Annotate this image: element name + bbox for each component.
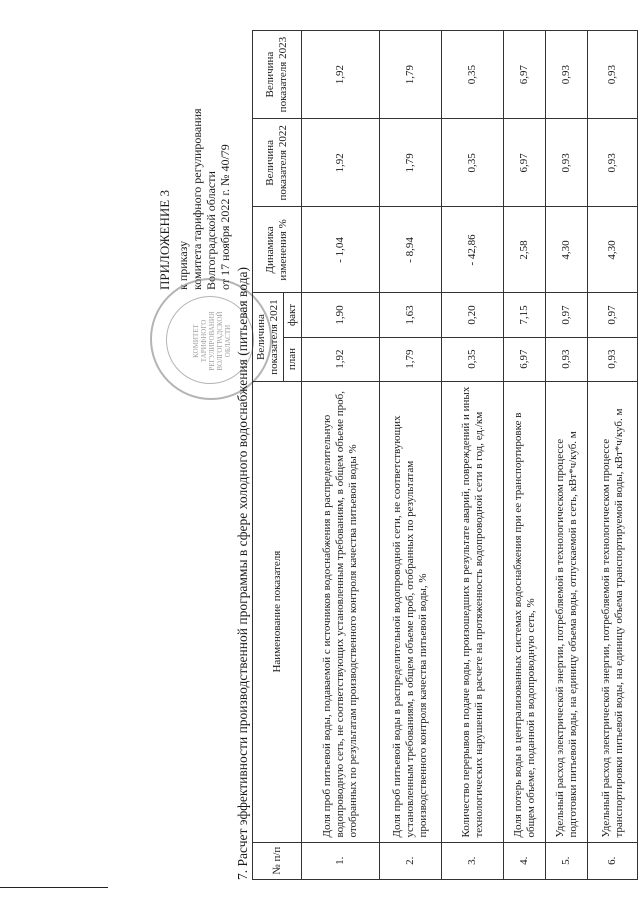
row-2023: 1,92: [302, 31, 380, 119]
row-dynamics: 2,58: [504, 207, 546, 293]
col-num-header: № п/п: [253, 842, 302, 879]
row-fact: 7,15: [504, 293, 546, 337]
table-row: [504, 31, 546, 880]
col-2021-header: Величина показателя 2021: [253, 293, 284, 381]
row-plan: 0,93: [588, 337, 638, 381]
row-fact: 0,20: [442, 293, 504, 337]
table-row: [380, 31, 442, 880]
annex-title: ПРИЛОЖЕНИЕ 3: [157, 190, 172, 290]
row-plan: 0,35: [442, 337, 504, 381]
row-2022: 1,92: [302, 119, 380, 207]
row-dynamics: 4,30: [546, 207, 588, 293]
row-num: 4.: [504, 842, 546, 879]
col-dynamics-header: Динамика изменения %: [253, 207, 302, 293]
row-plan: 0,93: [546, 337, 588, 381]
annex-line-1: к приказу: [176, 240, 190, 290]
row-num: 2.: [380, 842, 442, 879]
table-row: [588, 31, 638, 880]
header-row: [253, 31, 284, 880]
annex-line-3: Волгоградской области: [204, 171, 218, 290]
rotated-content: [150, 20, 625, 880]
row-num: 1.: [302, 842, 380, 879]
col-2023-header: Величина показателя 2023: [253, 31, 302, 119]
row-2022: 0,93: [546, 119, 588, 207]
table-caption: 7. Расчет эффективности производственной программы в сфере холодного водоснабжения (питьевая вода): [235, 266, 250, 880]
row-plan: 1,79: [380, 337, 442, 381]
row-name: Удельный расход электрической энергии, потребляемой в технологическом процессе подготовки питьевой воды, на единицу объема воды, отпускаемой в сеть, кВт*ч/куб. м: [546, 381, 588, 842]
row-name: Количество перерывов в подаче воды, произошедших в результате аварий, повреждений и иных технологических нарушений в расчете на протяженность водопроводной сети в год, ед./км: [442, 381, 504, 842]
row-plan: 1,92: [302, 337, 380, 381]
row-fact: 0,97: [546, 293, 588, 337]
annex-line-4: от 17 ноября 2022 г. № 40/79: [218, 144, 232, 290]
row-plan: 6,97: [504, 337, 546, 381]
col-fact-header: факт: [284, 293, 302, 337]
row-fact: 0,97: [588, 293, 638, 337]
row-name: Доля потерь воды в централизованных системах водоснабжения при ее транспортировке в общем объеме, поданной в водопроводную сеть, %: [504, 381, 546, 842]
row-dynamics: - 42,86: [442, 207, 504, 293]
table-row: [442, 31, 504, 880]
row-2022: 0,93: [588, 119, 638, 207]
col-name-header: Наименование показателя: [253, 381, 302, 842]
col-plan-header: план: [284, 337, 302, 381]
row-2022: 1,79: [380, 119, 442, 207]
table-body: [302, 31, 638, 880]
row-name: Удельный расход электрической энергии, потребляемой в технологическом процессе транспортировки питьевой воды, на единицу объема транспортируемой воды, кВт*ч/куб. м: [588, 381, 638, 842]
table-row: [302, 31, 380, 880]
row-2023: 0,93: [588, 31, 638, 119]
row-2022: 6,97: [504, 119, 546, 207]
row-dynamics: - 1,04: [302, 207, 380, 293]
row-num: 5.: [546, 842, 588, 879]
table-row: [546, 31, 588, 880]
efficiency-table: [252, 30, 638, 880]
row-name: Доля проб питьевой воды, подаваемой с источников водоснабжения в распределительную водопроводную сеть, не соответствующих установленным требованиям, в общем объеме проб, отобранных по результатам производственного контроля качества питьевой воды %: [302, 381, 380, 842]
row-dynamics: - 8,94: [380, 207, 442, 293]
annex-line-2: комитета тарифного регулирования: [190, 108, 204, 290]
row-fact: 1,90: [302, 293, 380, 337]
row-2023: 0,35: [442, 31, 504, 119]
row-dynamics: 4,30: [588, 207, 638, 293]
seal-text: КОМИТЕТ ТАРИФНОГО РЕГУЛИРОВАНИЯ ВОЛГОГРАДСКОЙ ОБЛАСТИ: [192, 311, 232, 371]
row-2023: 0,93: [546, 31, 588, 119]
footer-rule: [0, 887, 108, 888]
row-num: 6.: [588, 842, 638, 879]
row-fact: 1,63: [380, 293, 442, 337]
row-2022: 0,35: [442, 119, 504, 207]
row-num: 3.: [442, 842, 504, 879]
row-2023: 6,97: [504, 31, 546, 119]
col-2022-header: Величина показателя 2022: [253, 119, 302, 207]
row-name: Доля проб питьевой воды в распределительной водопроводной сети, не соответствующих установленным требованиям, в общем объеме проб, отобранных по результатам производственного контроля качества питьевой воды, %: [380, 381, 442, 842]
row-2023: 1,79: [380, 31, 442, 119]
